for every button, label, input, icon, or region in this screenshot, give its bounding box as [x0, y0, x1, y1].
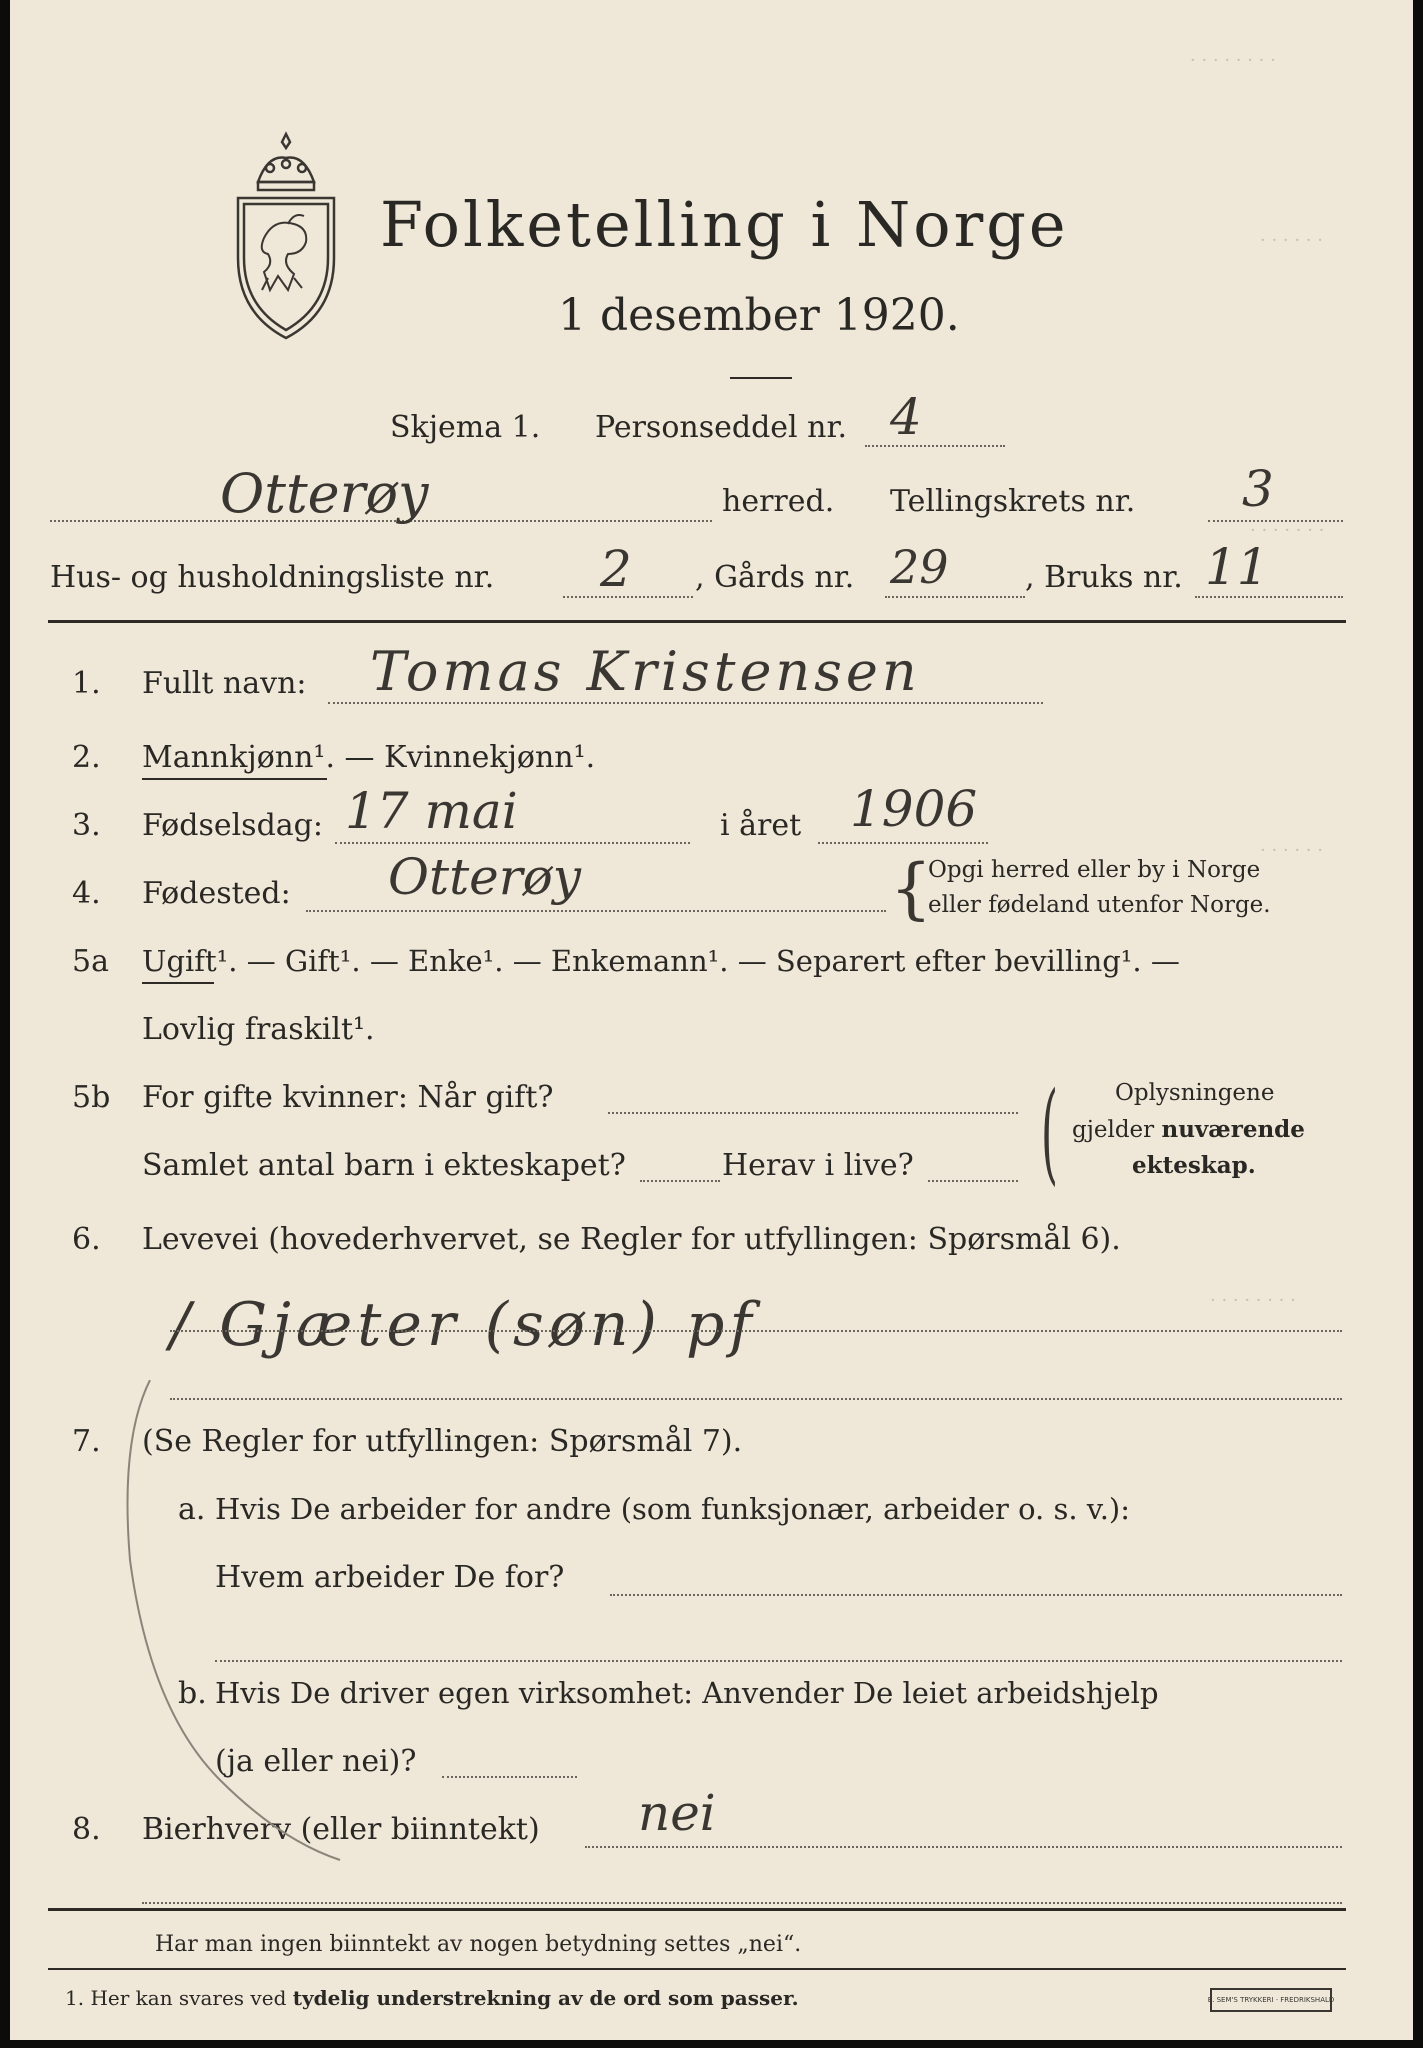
- krets-line: [1208, 520, 1343, 522]
- q1-value: Tomas Kristensen: [370, 640, 921, 703]
- hus-label: Hus- og husholdningsliste nr.: [50, 560, 495, 595]
- q1-label: Fullt navn:: [142, 666, 307, 701]
- personseddel-label: Personseddel nr.: [595, 410, 848, 445]
- q7a-line-1: [610, 1594, 1342, 1596]
- q8-value: nei: [638, 1784, 716, 1842]
- q5a-label-2: Lovlig fraskilt¹.: [142, 1012, 375, 1047]
- q3-label: Fødselsdag:: [142, 808, 323, 843]
- q3-year-line: [818, 842, 988, 844]
- q4-bracket: {: [890, 850, 932, 927]
- q3-line: [335, 842, 690, 844]
- q5b-line-2: [640, 1180, 720, 1182]
- q5b-number: 5b: [72, 1080, 111, 1115]
- herred-label: herred.: [722, 484, 835, 519]
- personseddel-value: 4: [890, 388, 922, 446]
- q2-number: 2.: [72, 740, 101, 775]
- bruks-label: , Bruks nr.: [1025, 560, 1183, 595]
- q5a-number: 5a: [72, 944, 109, 979]
- q5b-label-2: Samlet antal barn i ekteskapet?: [142, 1148, 626, 1183]
- q3-year-value: 1906: [850, 780, 978, 838]
- q5b-note-2: gjelder nuværende: [1072, 1116, 1305, 1143]
- q6-number: 6.: [72, 1222, 101, 1257]
- footnote: 1. Her kan svares ved tydelig understrekning av de ord som passer.: [65, 1986, 799, 2010]
- q4-label: Fødested:: [142, 876, 291, 911]
- q7-number: 7.: [72, 1424, 101, 1459]
- q6-label: Levevei (hovederhvervet, se Regler for utfyllingen: Spørsmål 6).: [142, 1222, 1121, 1257]
- q4-value: Otterøy: [388, 848, 582, 906]
- q8-line-1: [585, 1846, 1342, 1848]
- gards-label: , Gårds nr.: [695, 560, 855, 595]
- q5b-line-3: [928, 1180, 1018, 1182]
- q6-line-1: [170, 1330, 1342, 1332]
- q5b-note-3: ekteskap.: [1132, 1152, 1256, 1179]
- census-form: · · · · · · · · · · · · · · · · · · · · · · · · · · · · · · · · · · · Folketelling i Norge 1 desember 1920. Skjema 1. Personseddel nr. 4 Otterøy herred. Tellingskrets nr. 3 Hus- og husholdningsliste nr. 2 , Gårds nr. 29 , Bruks nr. 11 1. Fullt navn: Tomas Kristensen 2. Mannkjønn¹. — Kvinnekjønn¹. 3. Fødselsdag: 17 mai i året 1906 4. Fødested: Otterøy { Opgi herred eller by i Norge eller fødeland utenfor Norge. 5a Ugift¹. — Gift¹. — Enke¹. — Enkemann¹. — Separert efter bevilling¹. — Lovlig fraskilt¹. 5b For gifte kvinner: Når gift? Samlet antal barn i ekteskapet? Herav i live? ( Oplysningene gjelder nuværende ekteskap. 6. Levevei (hovederhvervet, se Regler for utfyllingen: Spørsmål 6). / Gjæter (søn) pf 7. (Se Regler for utfyllingen: Spørsmål 7). a. Hvis De arbeider for andre (som funksjonær, arbeider o. s. v.): Hvem arbeider De for? b. Hvis De driver egen virksomhet: Anvender De leiet arbeidshjelp (ja eller nei)? 8. Bierhverv (eller biinntekt) nei Har man ingen biinntekt av nogen betydning settes „nei“. 1. Her kan svares ved tydelig understrekning av de ord som passer. E. SEM'S TRYKKERI · FREDRIKSHALD: [10, 0, 1413, 2040]
- personseddel-line: [865, 445, 1005, 447]
- q8-line-2: [142, 1902, 1342, 1904]
- pencil-mark: [110, 1380, 350, 1900]
- gards-value: 29: [890, 540, 949, 594]
- q5b-note-1: Oplysningene: [1115, 1080, 1275, 1106]
- q7-label: (Se Regler for utfyllingen: Spørsmål 7).: [142, 1424, 743, 1459]
- q7b-letter: b.: [178, 1676, 207, 1711]
- q8-number: 8.: [72, 1812, 101, 1847]
- q7a-label-2: Hvem arbeider De for?: [215, 1560, 565, 1595]
- footer-divider: [48, 1908, 1346, 1911]
- q3-value: 17 mai: [345, 782, 518, 840]
- q4-line: [306, 910, 886, 912]
- q6-value: / Gjæter (søn) pf: [170, 1290, 757, 1360]
- q5a-label: Ugift¹. — Gift¹. — Enke¹. — Enkemann¹. — Separert efter bevilling¹. —: [142, 944, 1180, 978]
- gards-line: [885, 596, 1025, 598]
- krets-value: 3: [1242, 460, 1274, 518]
- q8-label: Bierhverv (eller biinntekt): [142, 1812, 540, 1847]
- q5a-underline: [142, 982, 214, 984]
- footer-note: Har man ingen biinntekt av nogen betydning settes „nei“.: [155, 1932, 802, 1957]
- q4-note-2: eller fødeland utenfor Norge.: [928, 892, 1271, 918]
- header-divider: [48, 620, 1346, 623]
- footnote-divider: [48, 1968, 1346, 1970]
- bruks-line: [1195, 596, 1343, 598]
- q7b-label-2: (ja eller nei)?: [215, 1744, 417, 1779]
- census-date: 1 desember 1920.: [558, 290, 960, 341]
- printer-stamp: E. SEM'S TRYKKERI · FREDRIKSHALD: [1210, 1988, 1332, 2012]
- krets-label: Tellingskrets nr.: [890, 484, 1136, 519]
- q4-number: 4.: [72, 876, 101, 911]
- herred-value: Otterøy: [220, 462, 429, 525]
- q2-label: Mannkjønn¹. — Kvinnekjønn¹.: [142, 740, 596, 775]
- q7b-line: [442, 1776, 577, 1778]
- q7a-letter: a.: [178, 1492, 206, 1527]
- bruks-value: 11: [1205, 538, 1269, 596]
- q3-number: 3.: [72, 808, 101, 843]
- q5b-bracket-left: (: [1040, 1068, 1059, 1196]
- coat-of-arms-logo: [228, 128, 344, 343]
- hus-value: 2: [600, 540, 632, 598]
- q1-number: 1.: [72, 666, 101, 701]
- q7b-label: Hvis De driver egen virksomhet: Anvender De leiet arbeidshjelp: [215, 1676, 1159, 1710]
- form-title: Folketelling i Norge: [380, 188, 1069, 261]
- q2-underline: [142, 778, 327, 780]
- q7a-line-2: [215, 1660, 1342, 1662]
- q4-note-1: Opgi herred eller by i Norge: [928, 857, 1261, 883]
- q5b-line-1: [608, 1112, 1018, 1114]
- q5b-label-3: Herav i live?: [722, 1148, 914, 1183]
- q3-year-label: i året: [720, 808, 802, 843]
- q5b-label: For gifte kvinner: Når gift?: [142, 1080, 554, 1115]
- schema-label: Skjema 1.: [390, 410, 541, 445]
- q7a-label: Hvis De arbeider for andre (som funksjonær, arbeider o. s. v.):: [215, 1492, 1131, 1526]
- title-divider: [730, 377, 792, 379]
